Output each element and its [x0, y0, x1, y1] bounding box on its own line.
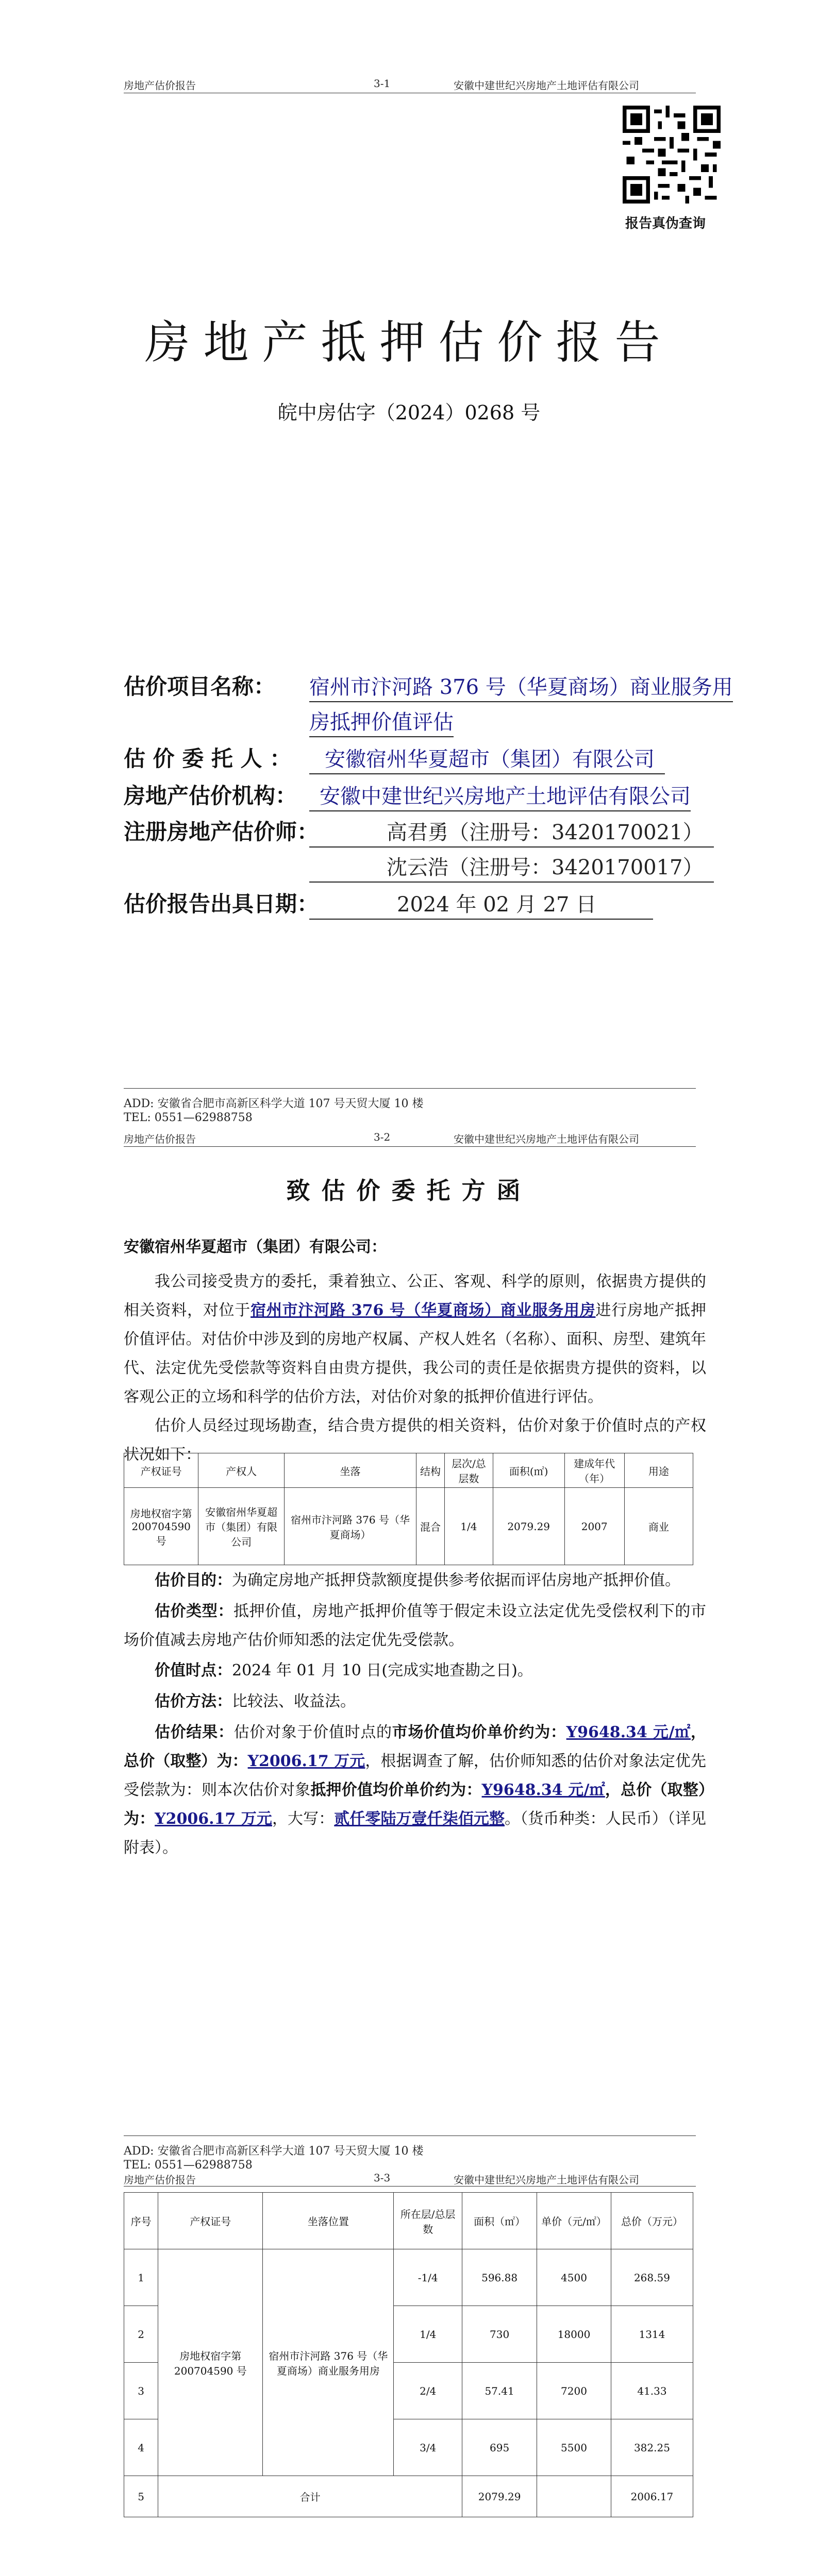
- table-header: 序号: [124, 2193, 158, 2249]
- table-header: 总价（万元）: [611, 2193, 693, 2249]
- table-header: 坐落位置: [263, 2193, 394, 2249]
- table-header: 所在层/总层数: [394, 2193, 462, 2249]
- header-divider: [124, 2186, 696, 2187]
- page-header-left: 房地产估价报告: [124, 2174, 196, 2186]
- appraiser-2-value: 沈云浩（注册号：3420170017）: [309, 851, 714, 883]
- table-header: 产权人: [198, 1453, 285, 1488]
- appraisal-result: 估价结果：估价对象于价值时点的市场价值均价单价约为：Y9648.34 元/㎡，总价（取整）为：Y2006.17 万元，根据调查了解，估价师知悉的估价对象法定优先受偿款为：则本次估价对象抵押价值均价单价约为：Y9648.34 元/㎡，总价（取整）为：Y2006.17 万元，大写：贰仟零陆万壹仟柒佰元整。（货币种类：人民币）（详见附表）。: [124, 1723, 707, 1857]
- page-header-right: 安徽中建世纪兴房地产土地评估有限公司: [454, 79, 639, 92]
- letter-paragraph-1: 我公司接受贵方的委托，秉着独立、公正、客观、科学的原则，依据贵方提供的相关资料，对位于宿州市汴河路 376 号（华夏商场）商业服务用房进行房地产抵押价值评估。对估价中涉及到的房地产权属、产权人姓名（名称）、面积、房型、建筑年代、法定优先受偿款等资料自由贵方提供，我公司的责任是依据贵方提供的资料，以客观公正的立场和科学的估价方法，对估价对象的抵押价值进行评估。: [124, 1273, 707, 1406]
- report-reference-number: 皖中房估字（2024）0268 号: [277, 401, 541, 424]
- issue-date-value: 2024 年 02 月 27 日: [309, 888, 653, 920]
- property-rights-table: [124, 1453, 693, 1565]
- table-row: 4 3/4 695 5500 382.25: [124, 2419, 693, 2476]
- page-header-right: 安徽中建世纪兴房地产土地评估有限公司: [454, 2174, 639, 2186]
- client-label: 估 价 委 托 人 ：: [124, 746, 292, 771]
- table-header: 结构: [416, 1453, 445, 1488]
- page-header-right: 安徽中建世纪兴房地产土地评估有限公司: [454, 1133, 639, 1145]
- header-divider: [124, 1146, 696, 1147]
- valuation-date: 价值时点：2024 年 01 月 10 日(完成实地查勘之日)。: [155, 1662, 533, 1680]
- project-name-value-cont: 房抵押价值评估: [309, 706, 454, 737]
- appraiser-1-value: 高君勇（注册号：3420170021）: [309, 816, 714, 848]
- client-value: 安徽宿州华夏超市（集团）有限公司: [309, 743, 665, 774]
- table-header: 面积（㎡）: [462, 2193, 537, 2249]
- agency-label: 房地产估价机构：: [124, 783, 297, 808]
- appraiser-label: 注册房地产估价师：: [124, 819, 319, 844]
- table-header: 单价（元/㎡）: [537, 2193, 611, 2249]
- valuation-detail-table: [124, 2192, 693, 2517]
- letter-salutation: 安徽宿州华夏超市（集团）有限公司：: [124, 1238, 387, 1256]
- project-name-value: 宿州市汴河路 376 号（华夏商场）商业服务用: [309, 671, 733, 702]
- table-header: 产权证号: [124, 1453, 198, 1488]
- table-header: 层次/总层数: [444, 1453, 493, 1488]
- letter-paragraph-2: 估价人员经过现场勘查，结合贵方提供的相关资料，估价对象于价值时点的产权状况如下：: [124, 1417, 706, 1464]
- table-row: 3 2/4 57.41 7200 41.33: [124, 2363, 693, 2419]
- page-header-number: 3-1: [374, 77, 391, 90]
- table-header: 产权证号: [158, 2193, 263, 2249]
- letter-title: 致估价委托方函: [286, 1177, 532, 1205]
- footer-phone: TEL: 0551—62988758: [124, 2159, 253, 2172]
- table-header: 建成年代（年）: [564, 1453, 624, 1488]
- page-header-number: 3-2: [374, 1131, 391, 1143]
- location-cell: 宿州市汴河路 376 号（华夏商场）商业服务用房: [263, 2249, 394, 2476]
- page-header-number: 3-3: [374, 2172, 391, 2184]
- table-row: 1 房地权宿字第 200704590 号 宿州市汴河路 376 号（华夏商场）商业服务用房 -1/4 596.88 4500 268.59: [124, 2249, 693, 2306]
- table-total-row: 5 合计 2079.29 2006.17: [124, 2476, 693, 2517]
- agency-value: 安徽中建世纪兴房地产土地评估有限公司: [309, 780, 691, 811]
- table-row: 2 1/4 730 18000 1314: [124, 2306, 693, 2363]
- appraisal-purpose: 估价目的：为确定房地产抵押贷款额度提供参考依据而评估房地产抵押价值。: [155, 1571, 680, 1589]
- footer-address: ADD: 安徽省合肥市高新区科学大道 107 号天贸大厦 10 楼: [124, 2145, 424, 2158]
- qr-caption: 报告真伪查询: [625, 216, 706, 231]
- table-row: 房地权宿字第 200704590 号 安徽宿州华夏超市（集团）有限公司 宿州市汴河路 376 号（华夏商场） 混合 1/4 2079.29 2007 商业: [124, 1488, 693, 1565]
- page-header-left: 房地产估价报告: [124, 1133, 196, 1145]
- page-header-left: 房地产估价报告: [124, 79, 196, 92]
- table-header: 坐落: [284, 1453, 416, 1488]
- certificate-cell: 房地权宿字第 200704590 号: [158, 2249, 263, 2476]
- table-header: 用途: [624, 1453, 693, 1488]
- report-title: 房地产抵押估价报告: [144, 316, 674, 369]
- issue-date-label: 估价报告出具日期：: [124, 891, 319, 917]
- qr-code-icon[interactable]: [623, 106, 721, 204]
- footer-phone: TEL: 0551—62988758: [124, 1111, 253, 1124]
- appraisal-type: 估价类型：抵押价值，房地产抵押价值等于假定未设立法定优先受偿权利下的市场价值减去房地产估价师知悉的法定优先受偿款。: [124, 1602, 707, 1649]
- footer-address: ADD: 安徽省合肥市高新区科学大道 107 号天贸大厦 10 楼: [124, 1097, 424, 1110]
- project-name-label: 估价项目名称：: [124, 674, 276, 699]
- property-address-highlight: 宿州市汴河路 376 号（华夏商场）商业服务用房: [251, 1301, 596, 1319]
- footer-divider: [124, 1088, 696, 1089]
- table-header: 面积(㎡): [493, 1453, 564, 1488]
- appraisal-method: 估价方法：比较法、收益法。: [155, 1692, 356, 1710]
